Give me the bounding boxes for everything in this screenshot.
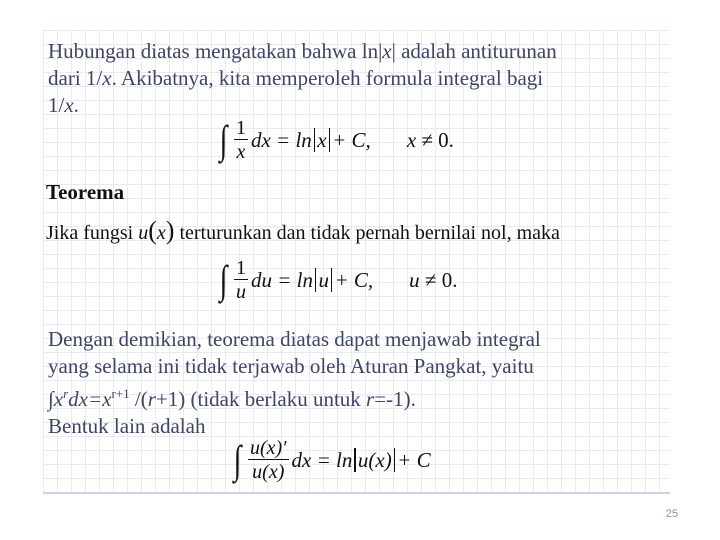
footer-divider [43, 492, 670, 494]
differential: dx= [68, 387, 103, 411]
theorem-text-start: Jika fungsi [46, 222, 139, 244]
fraction-denominator: u(x) [252, 461, 285, 483]
formula-integral-1-over-x [218, 118, 454, 162]
variable-x: x [102, 387, 112, 411]
formula-constant: + C, [332, 127, 371, 152]
intro-line2-end: . Akibatnya, kita memperoleh formula integral bagi [111, 66, 544, 90]
formula-integral-1-over-u [218, 258, 457, 302]
abs-bar-left [314, 128, 316, 152]
formula-body: dx = ln [291, 447, 353, 472]
variable-x: x [53, 387, 64, 411]
integral-sign: ∫ [48, 387, 54, 411]
fraction [234, 118, 248, 162]
formula-body: dx = ln [250, 127, 312, 152]
abs-bar-left [315, 268, 317, 292]
variable-r: r [147, 387, 156, 411]
fraction-numerator: 1 [235, 257, 246, 279]
integral-sign: ∫ [219, 117, 228, 162]
condition-variable: x [406, 127, 417, 152]
variable-x: x [382, 39, 392, 63]
formula-integral-derivative-ratio [232, 438, 431, 482]
theorem-heading: Teorema [46, 180, 125, 204]
fraction-numerator: u(x)′ [249, 437, 287, 459]
fraction [248, 438, 289, 482]
power-rule-expression [48, 387, 416, 411]
function-u: u [138, 222, 149, 244]
variable-x: x [64, 93, 74, 117]
variable-x: x [102, 66, 112, 90]
conclusion-paragraph [48, 326, 541, 440]
abs-variable: x [317, 127, 327, 152]
condition-variable: u [409, 267, 420, 292]
fraction-numerator: 1 [235, 117, 246, 139]
exception-text: +1) (tidak berlaku untuk [155, 387, 367, 411]
exception-end: =-1). [374, 387, 416, 411]
formula-constant: + C, [334, 267, 374, 292]
fraction-denominator: u [235, 281, 246, 303]
abs-bar-right [329, 128, 331, 152]
exponent-r-plus-1: r+1 [111, 386, 130, 401]
formula-body: du = ln [250, 267, 313, 292]
intro-line2-text: dari 1/ [48, 66, 103, 90]
intro-line3-text: 1/ [48, 93, 65, 117]
condition: ≠ 0. [421, 127, 454, 152]
abs-bar-right [331, 268, 333, 292]
page-number: 25 [665, 508, 678, 520]
fraction [234, 258, 248, 302]
intro-line3-end: . [73, 93, 79, 117]
integral-sign: ∫ [219, 257, 228, 302]
intro-line1-end: | adalah antiturunan [391, 39, 557, 63]
divide-text: /( [129, 387, 148, 411]
abs-bar-right [394, 448, 396, 472]
intro-line1-text: Hubungan diatas mengatakan bahwa ln| [48, 39, 383, 63]
variable-r: r [366, 387, 375, 411]
theorem-statement: Jika fungsi u(x) terturunkan dan tidak pernah bernilai nol, maka [46, 216, 560, 245]
exponent-r: r [63, 386, 69, 401]
abs-expression: u(x) [357, 447, 392, 472]
conclusion-line1: Dengan demikian, teorema diatas dapat menjawab integral [48, 327, 541, 351]
condition: ≠ 0. [424, 267, 458, 292]
intro-paragraph [48, 38, 557, 119]
abs-bar-left [354, 448, 356, 472]
abs-variable: u [318, 267, 329, 292]
theorem-text-end: terturunkan dan tidak pernah bernilai nol, maka [174, 222, 560, 244]
conclusion-line2: yang selama ini tidak terjawab oleh Aturan Pangkat, yaitu [48, 354, 534, 378]
formula-constant: + C [397, 447, 431, 472]
variable-x: x [156, 222, 166, 244]
integral-sign: ∫ [233, 437, 242, 482]
fraction-denominator: x [236, 141, 246, 163]
conclusion-line4: Bentuk lain adalah [48, 414, 206, 438]
